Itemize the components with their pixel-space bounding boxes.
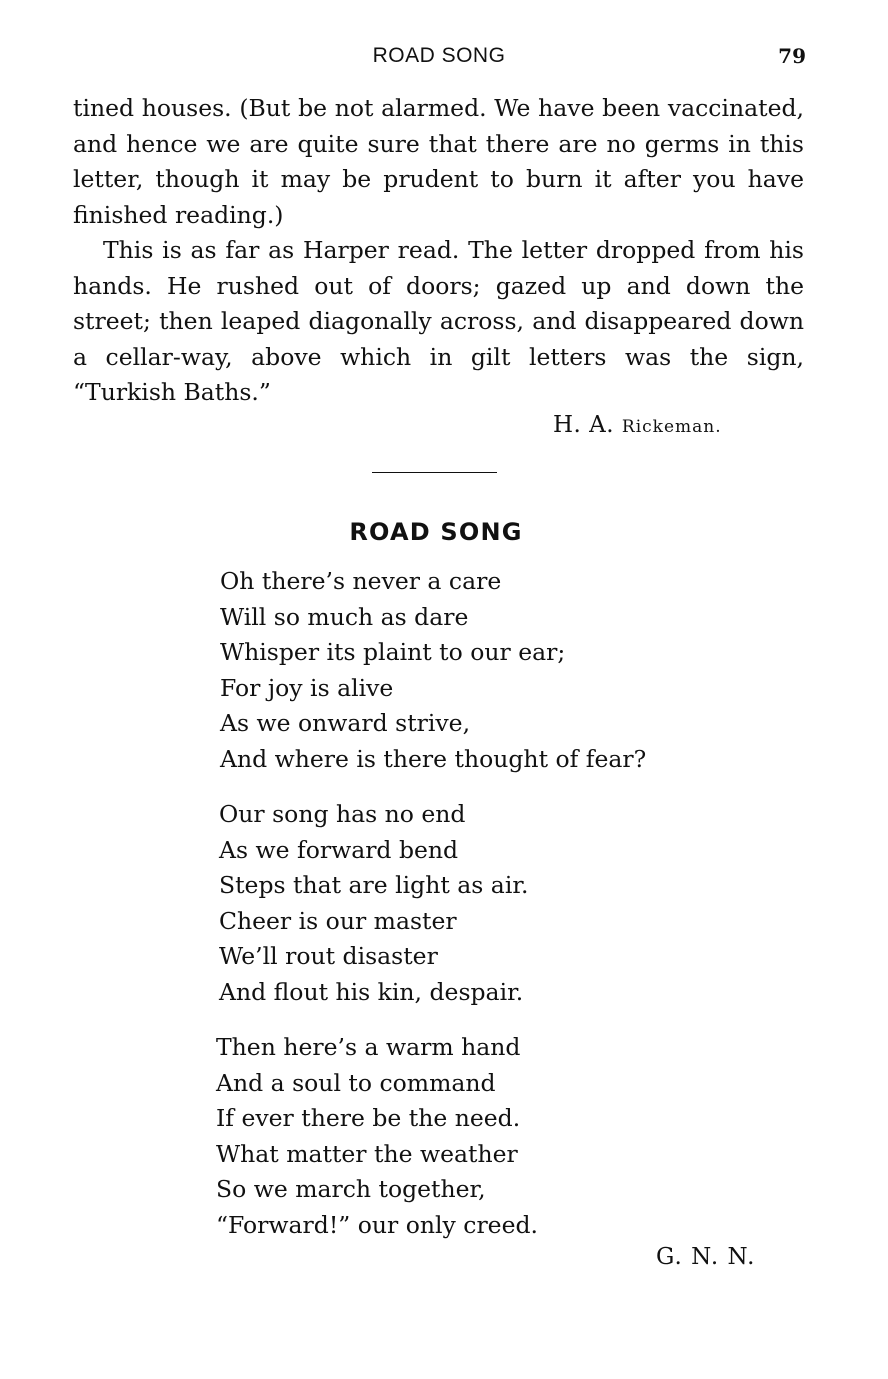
signature-initials: H. A. bbox=[553, 412, 622, 438]
poem-line: Whisper its plaint to our ear; bbox=[220, 638, 566, 666]
paragraph-continued: tined houses. (But be not alarmed. We have been vaccinated, and hence we are quite sure that there are no germs in this letter, though it may be prudent to burn it after you have finished reading.) bbox=[73, 94, 804, 229]
poem-line: For joy is alive bbox=[220, 673, 394, 702]
running-head bbox=[0, 40, 888, 72]
poem-line: So we march together, bbox=[216, 1175, 486, 1203]
poem-line: What matter the weather bbox=[216, 1139, 518, 1168]
page-number: 79 bbox=[778, 44, 806, 68]
author-signature bbox=[553, 408, 722, 445]
poem-title: ROAD SONG bbox=[349, 518, 523, 546]
signature-surname: Rickeman. bbox=[621, 417, 722, 437]
stanza-1 bbox=[220, 564, 780, 777]
poem-signature: G. N. N. bbox=[656, 1244, 756, 1270]
poem-line: As we onward strive, bbox=[220, 709, 471, 737]
poem-line: Cheer is our master bbox=[219, 906, 457, 935]
section-divider bbox=[372, 472, 497, 473]
poem-line: If ever there be the need. bbox=[216, 1104, 521, 1132]
poem-line: And a soul to command bbox=[216, 1068, 496, 1097]
poem-line: Oh there’s never a care bbox=[220, 567, 502, 595]
poem-line: Steps that are light as air. bbox=[219, 871, 529, 899]
stanza-3 bbox=[216, 1030, 776, 1243]
poem-line: We’ll rout disaster bbox=[219, 942, 438, 970]
stanza-2 bbox=[219, 797, 779, 1010]
poem-line: Our song has no end bbox=[219, 800, 466, 828]
poem-line: Will so much as dare bbox=[220, 602, 469, 631]
poem-line: As we forward bend bbox=[219, 835, 459, 864]
poem-line: Then here’s a warm hand bbox=[216, 1033, 521, 1061]
poem-line: “Forward!” our only creed. bbox=[216, 1210, 539, 1239]
running-title: ROAD SONG bbox=[372, 44, 506, 67]
paragraph: This is as far as Harper read. The letter dropped from his hands. He rushed out of doors; gazed up and down the street; then leaped diagonally across, and disappeared down a cellar-way, above which in gilt letters was the sign, “Turkish Baths.” bbox=[73, 236, 804, 406]
prose-block bbox=[73, 91, 804, 411]
poem-line: And where is there thought of fear? bbox=[220, 744, 647, 773]
poem-line: And flout his kin, despair. bbox=[219, 977, 524, 1006]
